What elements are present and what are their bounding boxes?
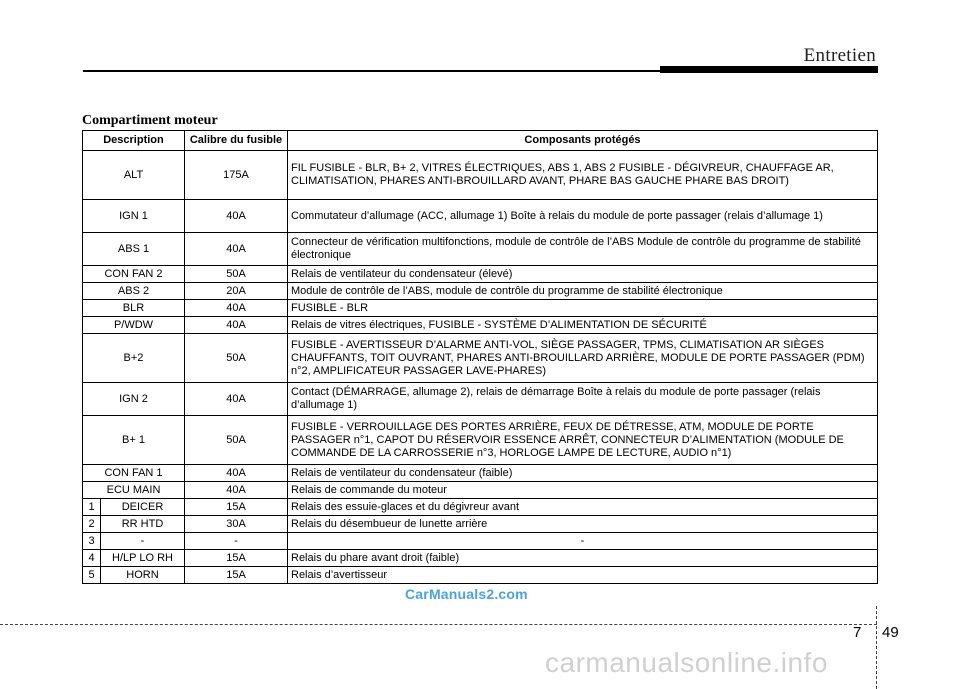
cell-description: ABS 1 xyxy=(83,233,185,266)
cell-description: IGN 2 xyxy=(83,383,185,416)
cell-number: 5 xyxy=(83,567,101,584)
footer-dashed-rule xyxy=(0,624,877,625)
cell-rating: 40A xyxy=(185,383,288,416)
cell-rating: 40A xyxy=(185,200,288,233)
cell-components: Relais du désembueur de lunette arrière xyxy=(288,516,878,533)
page-number: 49 xyxy=(882,624,899,641)
cell-description: CON FAN 1 xyxy=(83,465,185,482)
cell-components: Commutateur d’allumage (ACC, allumage 1) Boîte à relais du module de porte passager (relais d’allumage 1) xyxy=(288,200,878,233)
table-row xyxy=(83,482,878,499)
table-row xyxy=(83,334,878,383)
table-row xyxy=(83,499,878,516)
watermark-carmanualsonline: carmanualsonline.info xyxy=(545,647,828,678)
cell-rating: 50A xyxy=(185,266,288,283)
cell-rating: 40A xyxy=(185,482,288,499)
cell-components: Relais des essuie-glaces et du dégivreur avant xyxy=(288,499,878,516)
table-row xyxy=(83,465,878,482)
cell-components: Relais de ventilateur du condensateur (faible) xyxy=(288,465,878,482)
table-header-row xyxy=(83,131,878,151)
cell-description: - xyxy=(101,533,185,550)
compartment-title: Compartiment moteur xyxy=(82,113,218,128)
table-row xyxy=(83,567,878,584)
cell-number: 3 xyxy=(83,533,101,550)
cell-description: ECU MAIN xyxy=(83,482,185,499)
cell-description: B+ 1 xyxy=(83,416,185,465)
cell-components: FIL FUSIBLE - BLR, B+ 2, VITRES ÉLECTRIQUES, ABS 1, ABS 2 FUSIBLE - DÉGIVREUR, CHAUFFAGE AR, CLIMATISATION, PHARES ANTI-BROUILLARD AVANT, PHARE BAS GAUCHE PHARE BAS DROIT) xyxy=(288,151,878,200)
cell-description: H/LP LO RH xyxy=(101,550,185,567)
cell-description: ALT xyxy=(83,151,185,200)
cell-rating: 40A xyxy=(185,300,288,317)
cell-components: FUSIBLE - AVERTISSEUR D’ALARME ANTI-VOL, SIÈGE PASSAGER, TPMS, CLIMATISATION AR SIÈGES CHAUFFANTS, TOIT OUVRANT, PHARES ANTI-BROUILLARD ARRIÈRE, MODULE DE PORTE PASSAGER (PDM) n°2, AMPLIFICATEUR PASSAGER LAVE-PHARES) xyxy=(288,334,878,383)
table-row xyxy=(83,383,878,416)
table-row xyxy=(83,317,878,334)
cell-components: - xyxy=(288,533,878,550)
cell-number: 4 xyxy=(83,550,101,567)
cell-components: FUSIBLE - VERROUILLAGE DES PORTES ARRIÈRE, FEUX DE DÉTRESSE, ATM, MODULE DE PORTE PASSAGER n°1, CAPOT DU RÉSERVOIR ESSENCE ARRÊT, CONNECTEUR D’ALIMENTATION (MODULE DE COMMANDE DE LA CARROSSERIE n°3, HORLOGE LAMPE DE LECTURE, AUDIO n°1) xyxy=(288,416,878,465)
header-rating: Calibre du fusible xyxy=(185,131,288,151)
cell-rating: 40A xyxy=(185,233,288,266)
cell-components: Contact (DÉMARRAGE, allumage 2), relais de démarrage Boîte à relais du module de porte passager (relais d’allumage 1) xyxy=(288,383,878,416)
section-title: Entretien xyxy=(803,45,876,66)
cell-description: P/WDW xyxy=(83,317,185,334)
table-row xyxy=(83,200,878,233)
cell-description: CON FAN 2 xyxy=(83,266,185,283)
cell-rating: 15A xyxy=(185,567,288,584)
table-row xyxy=(83,533,878,550)
cell-description: B+2 xyxy=(83,334,185,383)
header-description: Description xyxy=(83,131,185,151)
cell-rating: 15A xyxy=(185,550,288,567)
header-components: Composants protégés xyxy=(288,131,878,151)
table-row xyxy=(83,283,878,300)
cell-description: IGN 1 xyxy=(83,200,185,233)
table-row xyxy=(83,516,878,533)
cell-description: DEICER xyxy=(101,499,185,516)
header-rule-thin xyxy=(83,70,663,72)
watermark-carmanuals2[interactable]: CarManuals2.com xyxy=(405,586,528,602)
cell-description: RR HTD xyxy=(101,516,185,533)
cell-number: 1 xyxy=(83,499,101,516)
table-row xyxy=(83,266,878,283)
table-row xyxy=(83,416,878,465)
chapter-number: 7 xyxy=(853,624,862,641)
cell-description: ABS 2 xyxy=(83,283,185,300)
cell-components: Module de contrôle de l’ABS, module de contrôle du programme de stabilité électronique xyxy=(288,283,878,300)
cell-rating: 50A xyxy=(185,416,288,465)
cell-components: Relais de commande du moteur xyxy=(288,482,878,499)
cell-rating: 15A xyxy=(185,499,288,516)
cell-description: HORN xyxy=(101,567,185,584)
cell-rating: 175A xyxy=(185,151,288,200)
cell-rating: 40A xyxy=(185,317,288,334)
cell-rating: 30A xyxy=(185,516,288,533)
table-row xyxy=(83,151,878,200)
table-row xyxy=(83,233,878,266)
cell-components: Connecteur de vérification multifonctions, module de contrôle de l’ABS Module de contrôle du programme de stabilité électronique xyxy=(288,233,878,266)
cell-rating: 50A xyxy=(185,334,288,383)
cell-components: Relais de ventilateur du condensateur (élevé) xyxy=(288,266,878,283)
cell-description: BLR xyxy=(83,300,185,317)
cell-components: Relais du phare avant droit (faible) xyxy=(288,550,878,567)
cell-rating: 20A xyxy=(185,283,288,300)
fuse-table xyxy=(82,130,878,584)
cell-number: 2 xyxy=(83,516,101,533)
cell-components: Relais de vitres électriques, FUSIBLE - SYSTÈME D’ALIMENTATION DE SÉCURITÉ xyxy=(288,317,878,334)
cell-components: FUSIBLE - BLR xyxy=(288,300,878,317)
table-row xyxy=(83,550,878,567)
footer-dashed-divider xyxy=(876,606,877,689)
cell-rating: - xyxy=(185,533,288,550)
header-rule-thick xyxy=(660,66,878,73)
cell-rating: 40A xyxy=(185,465,288,482)
table-row xyxy=(83,300,878,317)
cell-components: Relais d’avertisseur xyxy=(288,567,878,584)
